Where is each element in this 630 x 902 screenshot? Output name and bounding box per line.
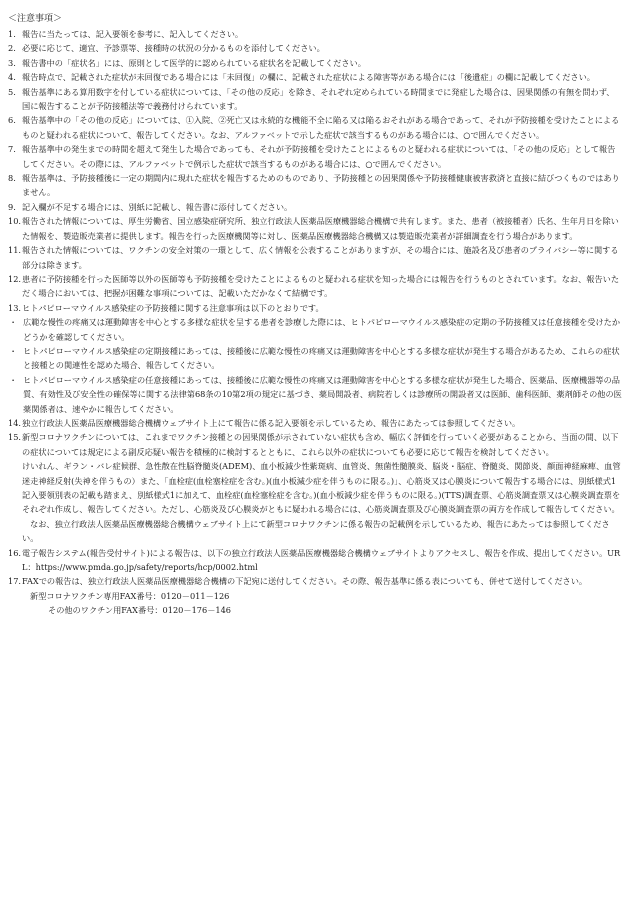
note-item bbox=[8, 416, 622, 430]
hpv-bullet-number: ・ bbox=[9, 374, 18, 385]
hpv-bullet bbox=[8, 344, 622, 373]
note-item-number: 14. bbox=[8, 417, 22, 428]
note-item-text: 新型コロナワクチンについては、これまでワクチン接種との因果関係が示されていない症状も含め、幅広く評価を行っていく必要があることから、当面の間、以下の症状については規定による副反応疑い報告を積極的に検討するとともに、これら以外の症状についても必要に応じて報告を検討してください。 bbox=[22, 432, 619, 457]
note-item bbox=[8, 546, 622, 575]
hpv-bullet-number: ・ bbox=[9, 345, 18, 356]
note-item-number: 17. bbox=[8, 576, 22, 587]
note-item-text: 報告基準は、予防接種後に一定の期間内に現れた症状を報告するためのものであり、予防接種との因果関係や予防接種健康被害救済と直接に結びつくものではありません。 bbox=[22, 173, 620, 198]
note-item-number: 4. bbox=[8, 72, 16, 83]
note-item bbox=[8, 113, 622, 142]
note-item-number: 13. bbox=[8, 302, 22, 313]
note-item-text: 報告書中の「症状名」には、原則として医学的に認められている症状名を記載してください。 bbox=[22, 57, 366, 68]
note-item-number: 8. bbox=[8, 173, 16, 184]
notes-list-final bbox=[8, 546, 622, 589]
note-item-text: ヒトパピローマウイルス感染症の予防接種に関する注意事項は以下のとおりです。 bbox=[22, 302, 324, 313]
note-item-text: 報告基準にある算用数字を付している症状については、「その他の反応」を除き、それぞれ定められている時間までに発症した場合は、因果関係の有無を問わず、国に報告することが予防接種法等で義務付けられています。 bbox=[22, 86, 615, 112]
hpv-bullet-list bbox=[8, 315, 622, 416]
note-item-number: 1. bbox=[8, 29, 16, 39]
note-item bbox=[8, 41, 622, 55]
note-item bbox=[8, 85, 622, 114]
covid-symptom-paragraph: けいれん、ギラン・バレ症候群、急性散在性脳脊髄炎(ADEM)、血小板減少性紫斑病、血管炎、無菌性髄膜炎、脳炎・脳症、脊髄炎、関節炎、顔面神経麻痺、血管迷走神経反射(失神を伴うもの）また、「血栓症(血栓塞栓症を含む。)(血小板減少症を伴うものに限る。)」、心筋炎又は心膜炎について報告する場合には、別紙様式1記入要領別表の記載も踏まえ、別紙様式1に加えて、血栓症(血栓塞栓症を含む。)(血小板減少症を伴うものに限る。)(TTS)調査票、心筋炎調査票又は心膜炎調査票をそれぞれ作成し、報告してください。ただし、心筋炎及び心膜炎がともに疑われる場合には、心筋炎調査票及び心膜炎調査票の両方を作成して報告してください。 bbox=[22, 461, 621, 515]
note-item-text: 独立行政法人医薬品医療機器総合機構ウェブサイト上にて報告に係る記入要領を示しているため、報告にあたっては参照してください。 bbox=[22, 417, 521, 428]
note-item-number: 3. bbox=[8, 57, 16, 68]
note-item bbox=[8, 27, 622, 41]
notes-heading: ＜注意事項＞ bbox=[8, 14, 63, 24]
hpv-bullet-text: ヒトパピローマウイルス感染症の任意接種にあっては、接種後に広範な慢性の疼痛又は運動障害を中心とする多様な症状が発生した場合、医薬品、医療機器等の品質、有効性及び安全性の確保等に関する法律第68条の10第2項の規定に基づき、薬局開設者、病院若しくは診療所の開設者又は医師、歯科医師、薬剤師その他の医薬関係者は、速やかに報告してください。 bbox=[23, 374, 622, 414]
note-item-text: 必要に応じて、適宜、予診票等、接種時の状況の分かるものを添付してください。 bbox=[22, 43, 325, 54]
note-item-text: 報告基準中の発生までの時間を超えて発生した場合であっても、それが予防接種を受けたことによるものと疑われる症状については、「その他の反応」として報告してください。その際には、アルファベットで例示した症状で該当するものがある場合には、○で囲んでください。 bbox=[22, 144, 616, 169]
covid-reference-paragraph: なお、独立行政法人医薬品医療機器総合機構ウェブサイト上にて新型コロナワクチンに係る報告の記載例を示しているため、報告にあたっては参照してください。 bbox=[22, 518, 610, 544]
note-item-number: 7. bbox=[8, 144, 16, 155]
fax-covid-number: 新型コロナワクチン専用FAX番号：0120－011－126 bbox=[30, 590, 230, 601]
hpv-bullet bbox=[8, 373, 622, 416]
note-item bbox=[8, 574, 622, 588]
note-item-number: 9. bbox=[8, 201, 16, 212]
note-item-number: 12. bbox=[8, 273, 22, 284]
note-item-text: FAXでの報告は、独立行政法人医薬品医療機器総合機構の下記宛に送付してください。その際、報告基準に係る表についても、併せて送付してください。 bbox=[22, 576, 588, 587]
note-item-number: 10. bbox=[8, 216, 22, 227]
hpv-bullet-text: 広範な慢性の疼痛又は運動障害を中心とする多様な症状を呈する患者を診療した際には、ヒトパピローマウイルス感染症の定期の予防接種又は任意接種を受けたかどうかを確認してください。 bbox=[23, 317, 621, 342]
note-item-number: 16. bbox=[8, 547, 22, 558]
note-item bbox=[8, 171, 622, 200]
note-item bbox=[8, 56, 622, 70]
note-item bbox=[8, 200, 622, 214]
hpv-bullet-number: ・ bbox=[9, 317, 18, 328]
notes-list-continued bbox=[8, 416, 622, 459]
fax-other-number: その他のワクチン用FAX番号：0120－176－146 bbox=[48, 605, 232, 616]
notes-list bbox=[8, 27, 622, 315]
note-item-number: 6. bbox=[8, 115, 16, 126]
hpv-bullet bbox=[8, 315, 622, 344]
note-item-number: 5. bbox=[8, 86, 16, 97]
note-item-text: 報告時点で、記載された症状が未回復である場合には「未回復」の欄に、記載された症状による障害等がある場合には「後遺症」の欄に記載してください。 bbox=[22, 72, 595, 83]
note-item-text: 患者に予防接種を行った医師等以外の医師等も予防接種を受けたことによるものと疑われる症状を知った場合には報告を行うものとされています。なお、報告いただく場合においては、把握が困難な事項については、記載いただかなくて結構です。 bbox=[22, 273, 620, 299]
hpv-bullet-text: ヒトパピローマウイルス感染症の定期接種にあっては、接種後に広範な慢性の疼痛又は運動障害を中心とする多様な症状が発生する場合があるため、これらの症状と接種との関連性を認めた場合、報告してください。 bbox=[23, 345, 620, 371]
note-item bbox=[8, 214, 622, 243]
note-item-text: 記入欄が不足する場合には、別紙に記載し、報告書に添付してください。 bbox=[22, 201, 293, 212]
note-item-number: 15. bbox=[8, 432, 22, 443]
note-item bbox=[8, 70, 622, 84]
note-item bbox=[8, 243, 622, 272]
note-item-number: 11. bbox=[8, 245, 22, 256]
note-item-text: 報告された情報については、ワクチンの安全対策の一環として、広く情報を公表することがありますが、その場合には、施設名及び患者のプライバシー等に関する部分は除きます。 bbox=[22, 245, 619, 270]
note-item bbox=[8, 301, 622, 315]
note-item bbox=[8, 142, 622, 171]
note-item-text: 電子報告システム(報告受付サイト)による報告は、以下の独立行政法人医薬品医療機器総合機構ウェブサイトよりアクセスし、報告を作成、提出してください。URL：https://www.pmda.go.jp/safety/reports/hcp/0002.html bbox=[22, 547, 621, 573]
note-item bbox=[8, 272, 622, 301]
note-item bbox=[8, 430, 622, 459]
note-item-text: 報告された情報については、厚生労働省、国立感染症研究所、独立行政法人医薬品医療機器総合機構で共有します。また、患者（被接種者）氏名、生年月日を除いた情報を、製造販売業者に提供します。報告を行った医療機関等に対し、医薬品医療機器総合機構又は製造販売業者が詳細調査を行う場合があります。 bbox=[22, 216, 619, 241]
note-item-text: 報告基準中の「その他の反応」については、①入院、②死亡又は永続的な機能不全に陥る又は陥るおそれがある場合であって、それが予防接種を受けたことによるものと疑われる症状について、報告してください。なお、アルファベットで示した症状で該当するものがある場合には、○で囲んでください。 bbox=[22, 115, 620, 140]
note-item-text: 報告に当たっては、記入要領を参考に、記入してください。 bbox=[22, 29, 244, 39]
note-item-number: 2. bbox=[8, 43, 16, 54]
